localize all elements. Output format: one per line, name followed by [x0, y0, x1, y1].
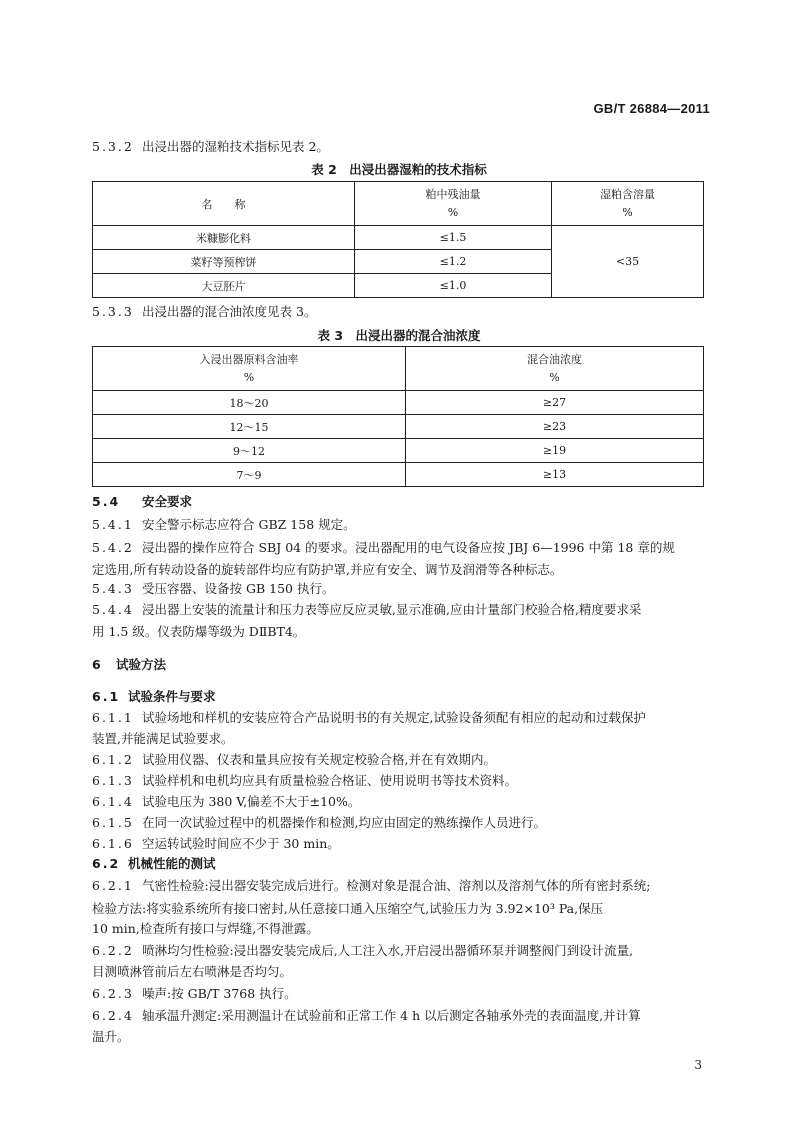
- clause-6-1-3: [92, 772, 517, 790]
- header-cell-concentration: 混合油浓度 %: [406, 347, 704, 391]
- clause-text: 试验电压为 380 V,偏差不大于±10%。: [142, 794, 361, 809]
- clause-6-1-5: [92, 814, 546, 832]
- clause-5-4-4-cont: 用 1.5 级。仪表防爆等级为 DⅡBT4。: [92, 624, 306, 639]
- header-cell-residual-oil: 粕中残油量 %: [355, 182, 552, 226]
- clause-number: 6.1.5: [92, 815, 134, 830]
- section-number: 6.1: [92, 689, 121, 704]
- table-cell: ≤1.5: [355, 226, 552, 250]
- clause-text: 浸出器上安装的流量计和压力表等应反应灵敏,显示准确,应由计量部门校验合格,精度要求采: [142, 602, 642, 617]
- clause-6-2-3: [92, 985, 297, 1003]
- clause-text: 轴承温升测定:采用测温计在试验前和正常工作 4 h 以后测定各轴承外壳的表面温度,并计算: [142, 1008, 641, 1023]
- table-2-caption: 表 2 出浸出器湿粕的技术指标: [311, 162, 487, 177]
- clause-number: 5.3.2: [92, 139, 134, 154]
- clause-number: 6.1.4: [92, 794, 134, 809]
- table-cell: 菜籽等预榨饼: [93, 250, 355, 274]
- clause-6-2-1-cont-2: 10 min,检查所有接口与焊缝,不得泄露。: [92, 921, 319, 936]
- table-cell: 米糠膨化料: [93, 226, 355, 250]
- clause-6-1-6: [92, 835, 340, 853]
- table-cell: 12～15: [93, 415, 406, 439]
- table-header-row: [93, 347, 704, 391]
- clause-text: 气密性检验:浸出器安装完成后进行。检测对象是混合油、溶剂以及溶剂气体的所有密封系统;: [142, 878, 651, 893]
- section-5-4-heading: [92, 493, 192, 511]
- clause-5-3-3: [92, 303, 316, 321]
- table-cell: 7～9: [93, 463, 406, 487]
- header-cell-name: 名 称: [93, 182, 355, 226]
- table-cell: ≥19: [406, 439, 704, 463]
- clause-text: 试验样机和电机均应具有质量检验合格证、使用说明书等技术资料。: [142, 773, 518, 788]
- table-cell: 18～20: [93, 391, 406, 415]
- table-cell-merged: <35: [552, 226, 704, 298]
- chapter-number: 6: [92, 657, 101, 672]
- clause-text: 空运转试验时间应不少于 30 min。: [142, 836, 340, 851]
- table-cell: ≥27: [406, 391, 704, 415]
- clause-6-2-4-cont: 温升。: [92, 1029, 130, 1044]
- clause-text: 浸出器的操作应符合 SBJ 04 的要求。浸出器配用的电气设备应按 JBJ 6—1996 中第 18 章的规: [142, 540, 675, 555]
- clause-text: 出浸出器的混合油浓度见表 3。: [142, 304, 317, 319]
- table-row: [93, 226, 704, 250]
- clause-number: 5.4.2: [92, 540, 134, 555]
- clause-5-4-3: [92, 580, 334, 598]
- section-6-2-heading: [92, 855, 216, 873]
- clause-6-1-1: [92, 709, 646, 727]
- standard-code: GB/T 26884—2011: [593, 101, 710, 116]
- page-number: 3: [694, 1058, 702, 1072]
- section-title: 试验条件与要求: [128, 689, 216, 704]
- table-row: [93, 391, 704, 415]
- section-number: 6.2: [92, 856, 121, 871]
- clause-number: 5.4.4: [92, 602, 134, 617]
- clause-text: 出浸出器的湿粕技术指标见表 2。: [142, 139, 329, 154]
- clause-5-4-2-cont: 定选用,所有转动设备的旋转部件均应有防护罩,并应有安全、调节及润滑等各种标志。: [92, 562, 563, 577]
- table-cell: ≥13: [406, 463, 704, 487]
- clause-number: 5.4.3: [92, 581, 134, 596]
- clause-6-2-4: [92, 1007, 641, 1025]
- table-2: [92, 181, 704, 298]
- clause-5-3-2: [92, 138, 329, 156]
- section-title: 安全要求: [142, 494, 193, 509]
- clause-number: 6.1.2: [92, 752, 134, 767]
- table-row: [93, 463, 704, 487]
- clause-6-2-2-cont: 目测喷淋管前后左右喷淋是否均匀。: [92, 964, 293, 979]
- clause-number: 6.2.3: [92, 986, 134, 1001]
- table-row: [93, 415, 704, 439]
- clause-number: 6.2.1: [92, 878, 134, 893]
- header-cell-oil-rate: 入浸出器原料含油率 %: [93, 347, 406, 391]
- chapter-title: 试验方法: [116, 657, 167, 672]
- clause-number: 6.2.4: [92, 1008, 134, 1023]
- table-row: [93, 439, 704, 463]
- clause-text: 试验用仪器、仪表和量具应按有关规定校验合格,并在有效期内。: [142, 752, 496, 767]
- clause-5-4-4: [92, 601, 641, 619]
- clause-6-1-1-cont: 装置,并能满足试验要求。: [92, 731, 234, 746]
- clause-5-4-1: [92, 516, 356, 534]
- section-number: 5.4: [92, 494, 121, 509]
- clause-number: 6.2.2: [92, 943, 134, 958]
- clause-6-1-4: [92, 793, 360, 811]
- clause-text: 受压容器、设备按 GB 150 执行。: [142, 581, 335, 596]
- table-cell: 大豆胚片: [93, 274, 355, 298]
- clause-text: 试验场地和样机的安装应符合产品说明书的有关规定,试验设备须配有相应的起动和过载保护: [142, 710, 646, 725]
- clause-6-2-1: [92, 877, 650, 895]
- table-cell: 9～12: [93, 439, 406, 463]
- clause-text: 喷淋均匀性检验:浸出器安装完成后,人工注入水,开启浸出器循环泵并调整阀门到设计流量,: [142, 943, 634, 958]
- section-title: 机械性能的测试: [128, 856, 216, 871]
- clause-5-4-2: [92, 539, 675, 557]
- clause-6-1-2: [92, 751, 496, 769]
- clause-number: 5.3.3: [92, 304, 134, 319]
- table-3-caption: 表 3 出浸出器的混合油浓度: [317, 328, 481, 343]
- clause-number: 6.1.1: [92, 710, 134, 725]
- clause-number: 5.4.1: [92, 517, 134, 532]
- clause-6-2-1-cont-1: 检验方法:将实验系统所有接口密封,从任意接口通入压缩空气,试验压力为 3.92×10³ Pa,保压: [92, 901, 604, 916]
- table-header-row: [93, 182, 704, 226]
- chapter-6-heading: [92, 656, 166, 674]
- table-cell: ≤1.0: [355, 274, 552, 298]
- clause-text: 安全警示标志应符合 GBZ 158 规定。: [142, 517, 356, 532]
- table-cell: ≤1.2: [355, 250, 552, 274]
- clause-text: 在同一次试验过程中的机器操作和检测,均应由固定的熟练操作人员进行。: [142, 815, 546, 830]
- clause-text: 噪声:按 GB/T 3768 执行。: [142, 986, 297, 1001]
- clause-number: 6.1.3: [92, 773, 134, 788]
- table-3: [92, 346, 704, 487]
- table-cell: ≥23: [406, 415, 704, 439]
- section-6-1-heading: [92, 688, 216, 706]
- header-cell-solvent: 湿粕含溶量 %: [552, 182, 704, 226]
- clause-number: 6.1.6: [92, 836, 134, 851]
- clause-6-2-2: [92, 942, 633, 960]
